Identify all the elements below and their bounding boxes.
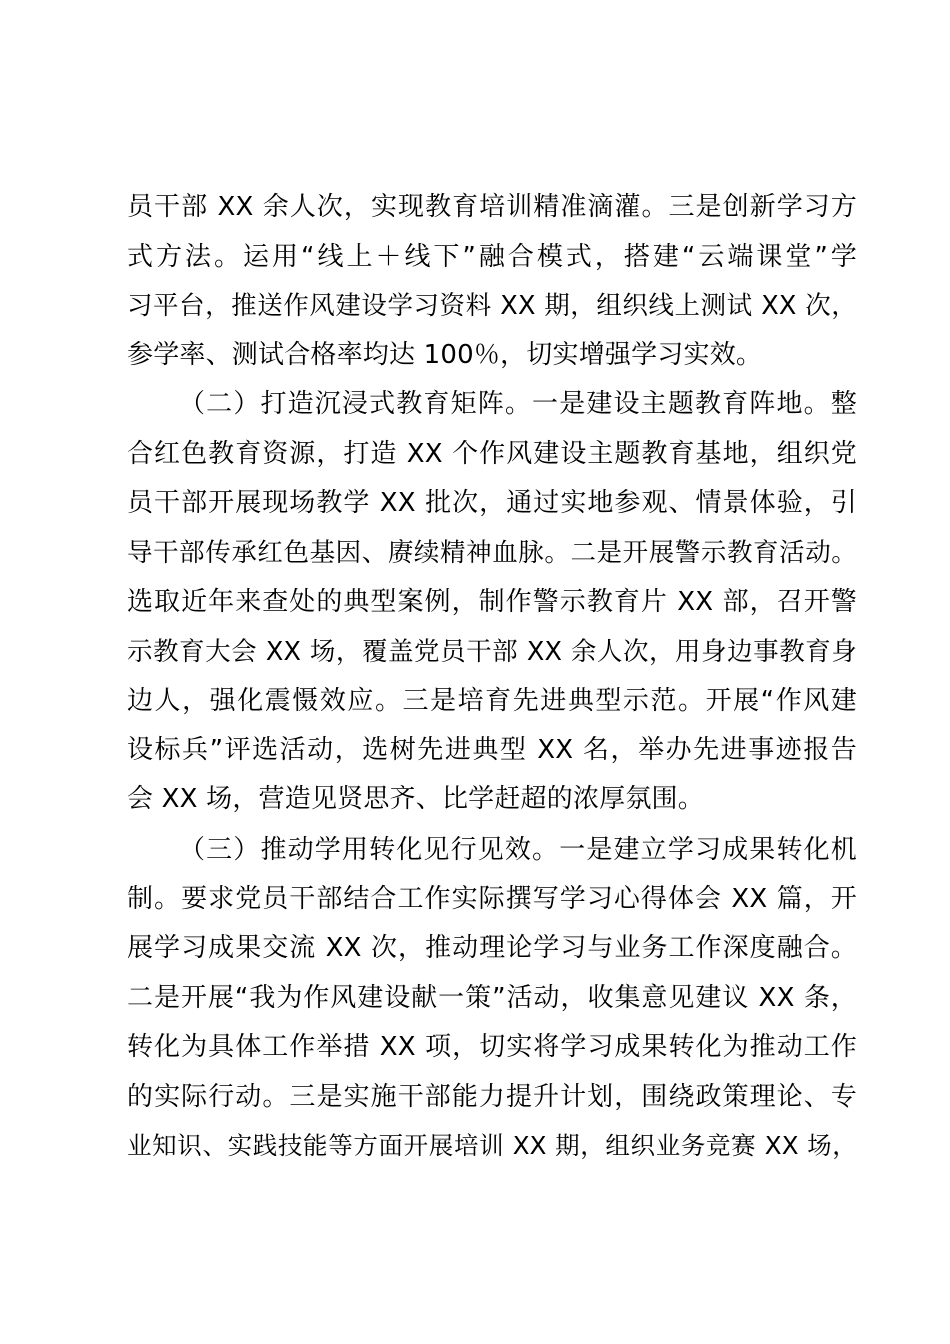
section-heading-line: （三）推动学用转化见行见效。一是建立学习成果转化机 <box>179 835 857 865</box>
text-line: 导干部传承红色基因、赓续精神血脉。二是开展警示教育活动。 <box>127 538 857 568</box>
text-line: 合红色教育资源，打造 XX 个作风建设主题教育基地，组织党 <box>127 439 857 469</box>
text-line: 展学习成果交流 XX 次，推动理论学习与业务工作深度融合。 <box>127 933 857 963</box>
text-line: 员干部 XX 余人次，实现教育培训精准滴灌。三是创新学习方 <box>127 192 857 222</box>
section-heading-line: （二）打造沉浸式教育矩阵。一是建设主题教育阵地。整 <box>179 389 857 419</box>
text-line: 员干部开展现场教学 XX 批次，通过实地参观、情景体验，引 <box>127 488 857 518</box>
text-line: 转化为具体工作举措 XX 项，切实将学习成果转化为推动工作 <box>127 1032 857 1062</box>
text-line: 的实际行动。三是实施干部能力提升计划，围绕政策理论、专 <box>127 1082 857 1112</box>
text-line: 边人，强化震慑效应。三是培育先进典型示范。开展“作风建 <box>127 686 857 716</box>
text-line: 业知识、实践技能等方面开展培训 XX 期，组织业务竞赛 XX 场， <box>127 1131 857 1160</box>
text-line: 参学率、测试合格率均达 100％，切实增强学习实效。 <box>127 340 763 370</box>
text-line: 示教育大会 XX 场，覆盖党员干部 XX 余人次，用身边事教育身 <box>127 637 857 667</box>
text-line: 设标兵”评选活动，选树先进典型 XX 名，举办先进事迹报告 <box>127 735 857 765</box>
text-line: 习平台，推送作风建设学习资料 XX 期，组织线上测试 XX 次， <box>127 291 857 321</box>
text-line: 制。要求党员干部结合工作实际撰写学习心得体会 XX 篇，开 <box>127 884 857 914</box>
text-line: 二是开展“我为作风建设献一策”活动，收集意见建议 XX 条， <box>127 983 857 1013</box>
text-line: 会 XX 场，营造见贤思齐、比学赶超的浓厚氛围。 <box>127 784 704 814</box>
text-line: 选取近年来查处的典型案例，制作警示教育片 XX 部，召开警 <box>127 587 857 617</box>
text-line: 式方法。运用“线上＋线下”融合模式，搭建“云端课堂”学 <box>127 242 857 272</box>
